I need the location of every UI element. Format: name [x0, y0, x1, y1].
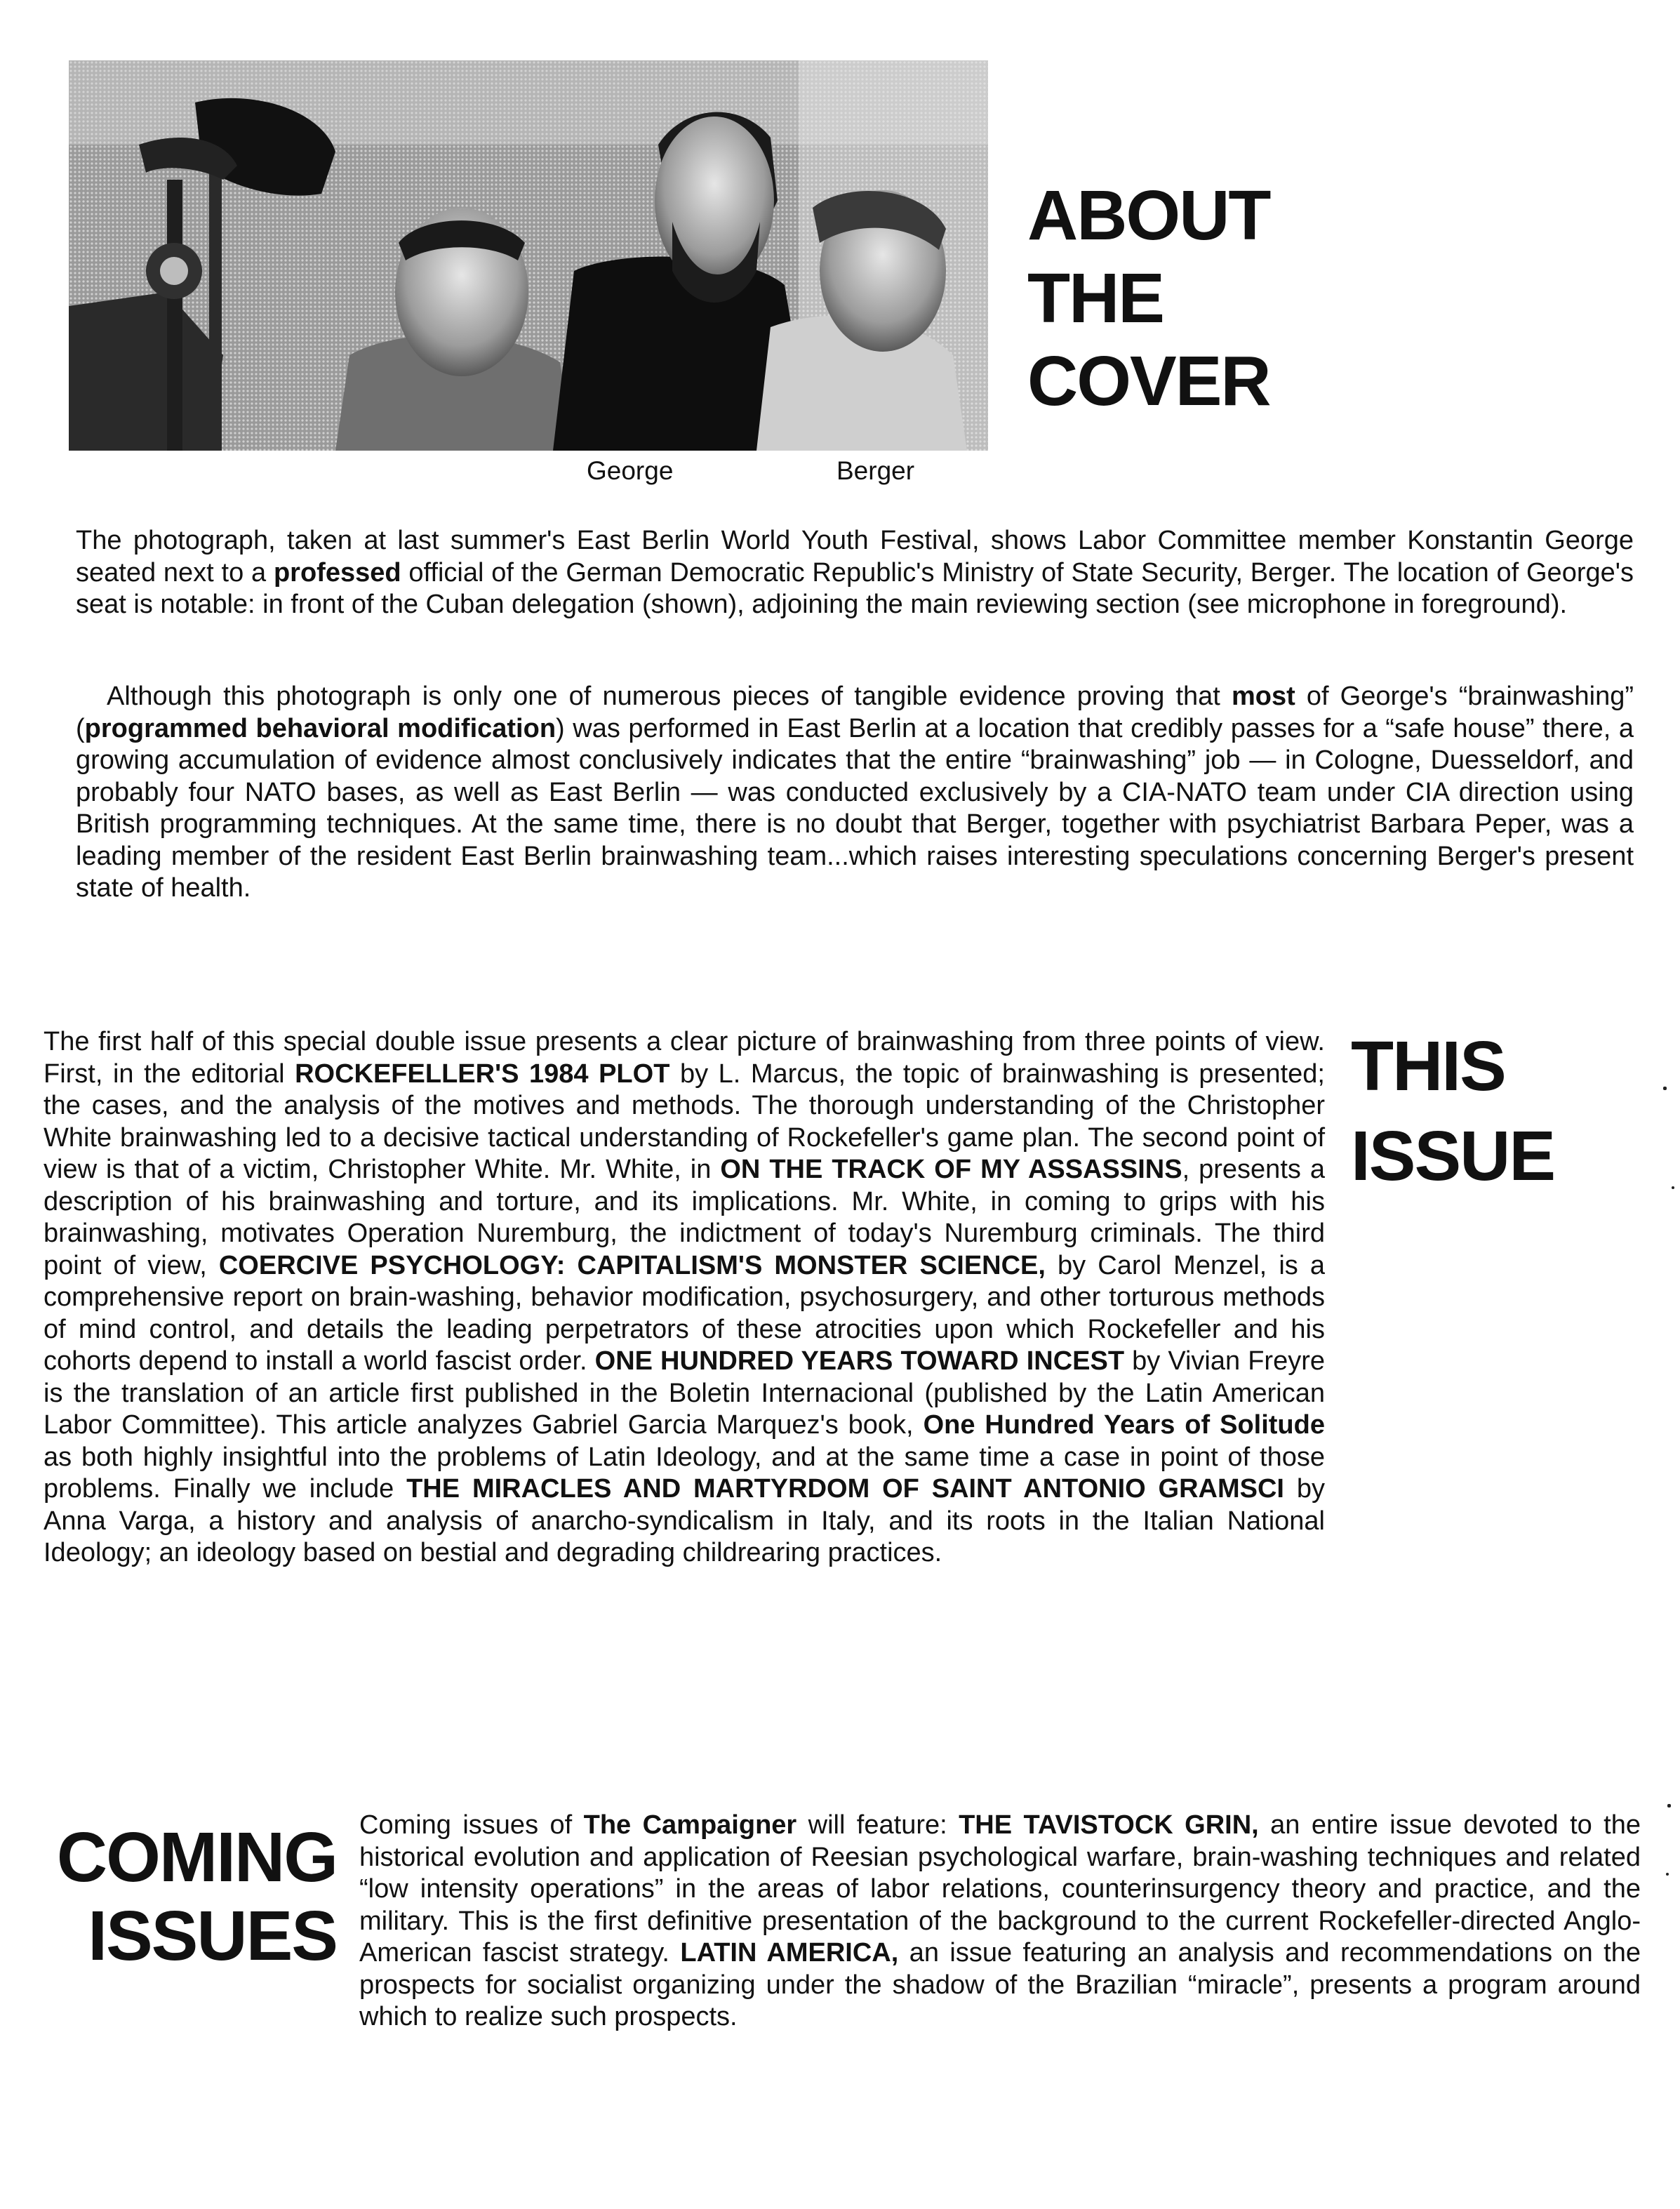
book-title: One Hundred Years of Solitude — [923, 1410, 1325, 1440]
article-title: THE TAVISTOCK GRIN, — [959, 1810, 1259, 1840]
article-title: ROCKEFELLER'S 1984 PLOT — [295, 1059, 670, 1089]
scan-speck — [1667, 1804, 1671, 1807]
text-run: by Anna Varga, a history and analysis of anarcho-syndicalism in Italy, and its roots in the Italian National Ideology; an ideology based on bestial and degrading childrearing practices. — [44, 1474, 1325, 1567]
article-title: THE MIRACLES AND MARTYRDOM OF SAINT ANTONIO GRAMSCI — [406, 1474, 1284, 1504]
text-run: Coming issues of — [359, 1810, 584, 1840]
cover-paragraph-2 — [76, 681, 1634, 905]
text-run: ) was performed in East Berlin at a location that credibly passes for a “safe house” there, a growing accumulation of evidence almost conclusively indicates that the entire “brainwashing” job — in Cologne, Duesseldorf, and probably four NATO bases, as well as East Berlin — was conducted exclusively by a CIA-NATO team under CIA direction using British programming techniques. At the same time, there is no doubt that Berger, together with psychiatrist Barbara Peper, was a leading member of the resident East Berlin brainwashing team...which raises interesting speculations concerning Berger's present state of health. — [76, 713, 1634, 903]
text-run: of George's “brainwashing” ( — [76, 682, 1634, 743]
photo-illustration — [69, 60, 988, 451]
heading-line: ISSUE — [1351, 1117, 1555, 1195]
text-run: Although this photograph is only one of numerous pieces of tangible evidence proving that — [107, 682, 1232, 711]
photo-caption-george: George — [587, 456, 674, 485]
heading-line: COVER — [1027, 342, 1270, 420]
article-title: ONE HUNDRED YEARS TOWARD INCEST — [594, 1346, 1125, 1376]
about-the-cover-heading — [1027, 174, 1270, 423]
heading-line: COMING — [56, 1818, 337, 1897]
text-run: an entire issue devoted to the historical evolution and application of Reesian psychological warfare, brain-washing techniques and related “low intensity operations” in the areas of labor relations, counterinsurgency theory and practice, and the military. This is the first definitive presentation of the background to the current Rockefeller-directed Anglo-American fascist strategy. — [359, 1810, 1641, 1968]
text-run: The first half of this special double issue presents a clear picture of brainwashing from three points of view. First, in the editorial — [44, 1027, 1325, 1089]
this-issue-paragraph — [44, 1026, 1325, 1570]
scan-speck — [1672, 1186, 1674, 1189]
cover-paragraph-1 — [76, 525, 1634, 621]
text-run: by L. Marcus, the topic of brainwashing is presented; the cases, and the analysis of the motives and methods. The thorough understanding of the Christopher White brainwashing led to a decisive tactical understanding of Rockefeller's game plan. The second point of view is that of a victim, Christopher White. Mr. White, in — [44, 1059, 1325, 1184]
coming-issues-heading — [49, 1818, 337, 1975]
text-run: as both highly insightful into the problems of Latin Ideology, and at the same time a case in point of those problems. Finally we include — [44, 1442, 1325, 1504]
article-title: LATIN AMERICA, — [680, 1938, 899, 1968]
bold-run: professed — [273, 557, 401, 588]
text-run: will feature: — [796, 1810, 959, 1840]
this-issue-heading — [1351, 1021, 1554, 1201]
heading-line: THIS — [1351, 1027, 1505, 1106]
text-run: The photograph, taken at last summer's East Berlin World Youth Festival, shows Labor Committee member Konstantin George seated next to a — [76, 526, 1634, 588]
text-run: official of the German Democratic Republic's Ministry of State Security, Berger. The location of George's seat is notable: in front of the Cuban delegation (shown), adjoining the main reviewing section (see microphone in foreground). — [76, 557, 1634, 619]
scan-speck — [1666, 1873, 1669, 1876]
text-run: an issue featuring an analysis and recommendations on the prospects for socialist organizing under the shadow of the Brazilian “miracle”, presents a program around which to realize such prospects. — [359, 1938, 1641, 2031]
heading-line: ISSUES — [88, 1897, 337, 1975]
scan-speck — [1663, 1087, 1667, 1090]
cover-photograph — [69, 60, 988, 451]
article-title: ON THE TRACK OF MY ASSASSINS — [720, 1155, 1182, 1184]
heading-line: THE — [1027, 259, 1164, 338]
article-title: COERCIVE PSYCHOLOGY: CAPITALISM'S MONSTER SCIENCE, — [218, 1250, 1046, 1280]
heading-line: ABOUT — [1027, 176, 1270, 255]
photo-caption-berger: Berger — [836, 456, 915, 485]
coming-issues-paragraph — [359, 1810, 1641, 2034]
bold-run: most — [1231, 682, 1295, 711]
text-run: by Vivian Freyre is the translation of an article first published in the Boletin Internacional (published by the Latin American Labor Committee). This article analyzes Gabriel Garcia Marquez's book, — [44, 1346, 1325, 1440]
text-run: by Carol Menzel, is a comprehensive report on brain-washing, behavior modification, psychosurgery, and other torturous methods of mind control, and details the leading perpetrators of these atrocities upon which Rockefeller and his cohorts depend to install a world fascist order. — [44, 1250, 1325, 1376]
text-run: , presents a description of his brainwashing and torture, and its implications. Mr. White, in coming to grips with his brainwashing, motivates Operation Nuremburg, the indictment of today's Nuremburg criminals. The third point of view, — [44, 1155, 1325, 1280]
bold-run: programmed behavioral modification — [84, 713, 556, 743]
publication-title: The Campaigner — [583, 1810, 797, 1840]
